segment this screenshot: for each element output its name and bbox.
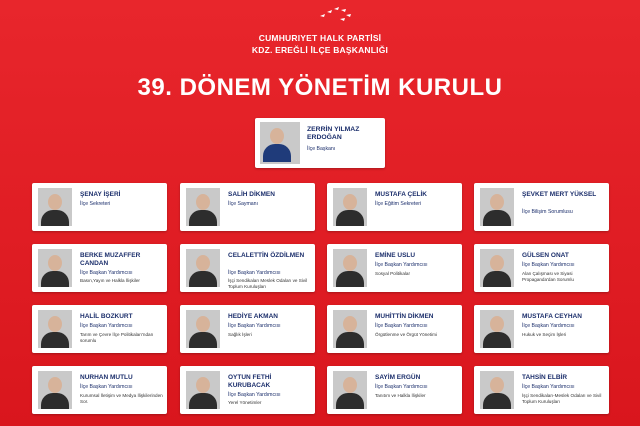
member-duty: Yerel Yönetimler (228, 400, 262, 405)
member-card (474, 183, 609, 231)
avatar (260, 122, 300, 164)
avatar (480, 188, 514, 226)
member-name: HALİL BOZKURT (80, 313, 133, 320)
member-duty: Sağlık İşleri (228, 332, 252, 337)
member-role: İlçe Başkan Yardımcısı (522, 262, 575, 268)
member-role: İlçe Başkan Yardımcısı (228, 270, 281, 276)
member-card (474, 366, 609, 414)
member-card (180, 305, 315, 353)
member-card (327, 244, 462, 292)
avatar (333, 249, 367, 287)
member-name: EMİNE USLU (375, 252, 416, 259)
member-card (180, 366, 315, 414)
member-name: MUHİTTİN DİKMEN (375, 313, 434, 320)
member-role: İlçe Bilişim Sorumlusu (522, 209, 573, 215)
avatar (38, 249, 72, 287)
member-duty: Sosyal Politikalar (375, 271, 410, 276)
party-name: CUMHURIYET HALK PARTİSİ (258, 33, 382, 43)
avatar (333, 188, 367, 226)
member-duty: İşçi Sendikaları Meslek Odaları ve Sivil Toplum Kuruluşları (228, 278, 308, 289)
member-role: İlçe Başkan Yardımcısı (375, 384, 428, 390)
member-name: SAYİM ERGÜN (375, 374, 421, 381)
member-name: TAHSİN ELBİR (522, 374, 568, 381)
member-card (327, 305, 462, 353)
member-role: İlçe Başkan Yardımcısı (375, 262, 428, 268)
member-card (180, 183, 315, 231)
member-card (474, 305, 609, 353)
avatar (186, 371, 220, 409)
member-name: MUSTAFA CEYHAN (522, 313, 582, 320)
avatar (480, 310, 514, 348)
avatar (38, 371, 72, 409)
avatar (480, 249, 514, 287)
member-duty: Basın,Yayın ve Halkla İlişkiler (80, 278, 140, 283)
member-role: İlçe Başkan Yardımcısı (80, 384, 133, 390)
member-card (474, 244, 609, 292)
member-card (327, 183, 462, 231)
avatar (186, 249, 220, 287)
member-duty: İşçi Sendikaları-Meslek Odaları ve Sivil Toplum Kuruluşları (522, 393, 602, 404)
member-name: ZERRİN YILMAZ ERDOĞAN (307, 126, 360, 141)
avatar (333, 310, 367, 348)
avatar (186, 310, 220, 348)
member-card (180, 244, 315, 292)
member-name: BERKE MUZAFFER CANDAN (80, 252, 141, 267)
member-duty: Alan Çalışması ve Siyasi Propaganda'dan Sorumlu (522, 271, 574, 282)
member-name: ŞENAY İŞERİ (80, 191, 121, 198)
avatar (186, 188, 220, 226)
member-card (32, 183, 167, 231)
member-name: OYTUN FETHİ KURUBACAK (228, 374, 272, 389)
avatar (333, 371, 367, 409)
member-name: HEDİYE AKMAN (228, 313, 278, 320)
member-role: İlçe Eğitim Sekreteri (375, 201, 422, 207)
member-card (32, 366, 167, 414)
member-duty: Tarım ve Çevre İlçe Politikaları'ndan sorumlu (80, 332, 154, 343)
party-logo-icon (316, 6, 356, 26)
member-name: MUSTAFA ÇELİK (375, 191, 427, 198)
member-role: İlçe Başkan Yardımcısı (522, 323, 575, 329)
member-role: İlçe Başkan Yardımcısı (522, 384, 575, 390)
member-duty: Hukuk ve Seçim İşleri (522, 332, 567, 337)
member-card (32, 244, 167, 292)
member-card (32, 305, 167, 353)
member-duty: Kurumsal İletişim ve Medya İlişkilerinden Sor. (80, 393, 163, 404)
member-duty: Örgütlenme ve Örgüt Yönetimi (375, 332, 437, 337)
member-role: İlçe Başkan Yardımcısı (375, 323, 428, 329)
member-role: İlçe Başkan Yardımcısı (80, 323, 133, 329)
member-role: İlçe Saymanı (228, 201, 258, 207)
avatar (38, 310, 72, 348)
party-heading (0, 32, 640, 56)
member-role: İlçe Başkan Yardımcısı (80, 270, 133, 276)
member-name: NURHAN MUTLU (80, 374, 133, 381)
member-duty: Tanıtım ve Halkla İlişkiler (375, 393, 426, 398)
member-role: İlçe Başkan Yardımcısı (228, 392, 281, 398)
member-name: CELALETTİN ÖZDİLMEN (228, 252, 305, 259)
avatar (38, 188, 72, 226)
member-name: SALİH DİKMEN (228, 191, 275, 198)
avatar (480, 371, 514, 409)
page-title: 39. DÖNEM YÖNETİM KURULU (137, 74, 503, 101)
member-card (327, 366, 462, 414)
member-name: ŞEVKET MERT YÜKSEL (522, 191, 597, 198)
branch-name: KDZ. EREĞLİ İLÇE BAŞKANLIĞI (251, 45, 389, 55)
member-role: İlçe Başkan Yardımcısı (228, 323, 281, 329)
member-name: GÜLSEN ONAT (522, 252, 569, 259)
member-role: İlçe Sekreteri (80, 201, 111, 207)
member-role: İlçe Başkanı (307, 146, 336, 152)
chair-card (255, 118, 385, 168)
